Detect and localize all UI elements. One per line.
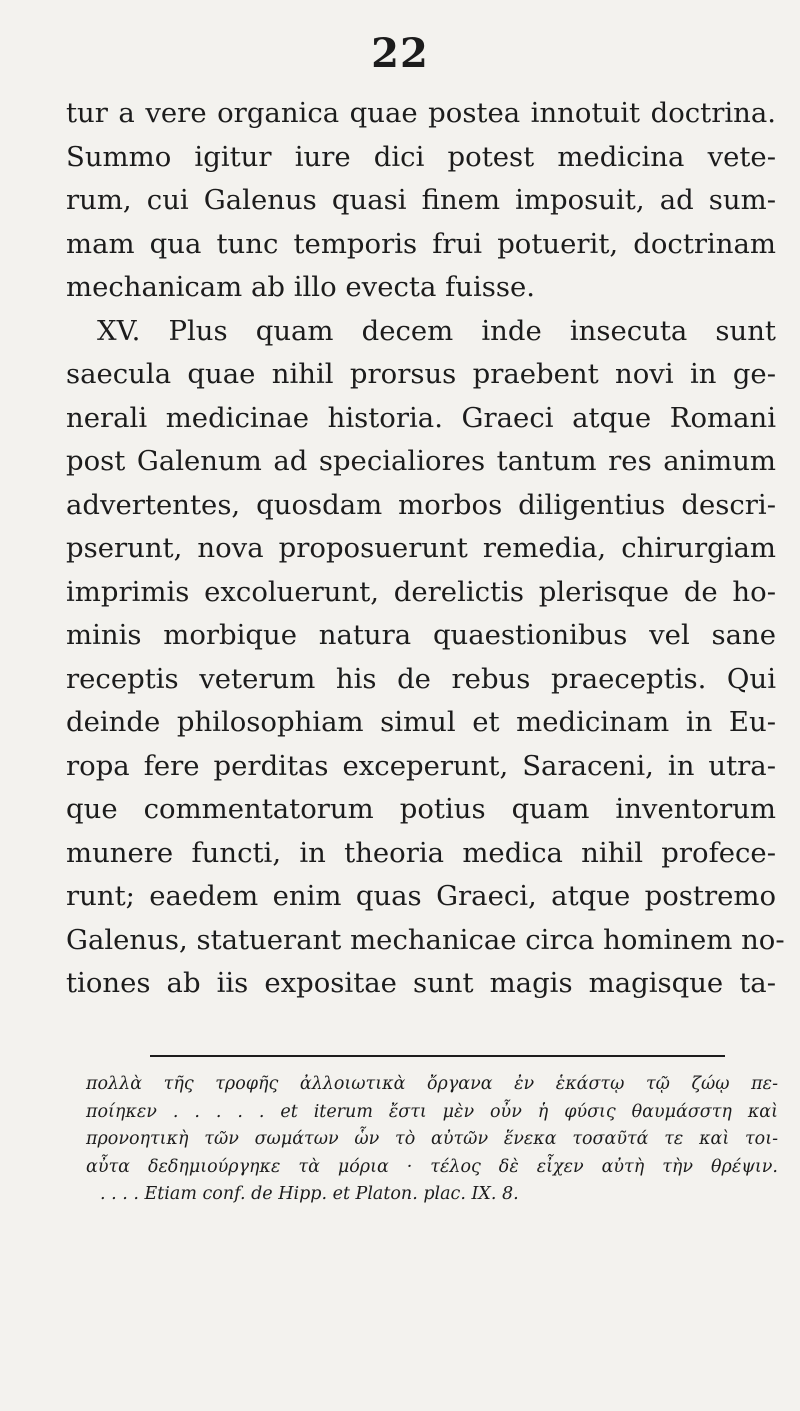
text-line: runt; eaedem enim quas Graeci, atque postremo: [66, 880, 776, 912]
text-line: post Galenum ad specialiores tantum res animum: [66, 445, 776, 477]
text-line: receptis veterum his de rebus praeceptis. Qui: [66, 662, 776, 695]
text-line: que commentatorum potius quam inventorum: [66, 793, 776, 825]
text-line: pserunt, nova proposuerunt remedia, chirurgiam: [66, 532, 776, 564]
text-line: advertentes, quosdam morbos diligentius descri-: [66, 488, 776, 521]
page-number: 22: [371, 30, 429, 77]
text-line: tiones ab iis expositae sunt magis magisque ta-: [66, 967, 776, 999]
text-line: tur a vere organica quae postea innotuit doctrina.: [66, 97, 776, 129]
footnote-line: προνοητικὴ τῶν σωμάτων ὧν τὸ αὐτῶν ἕνεκα τοσαῦτά τε καὶ τοι-: [86, 1129, 778, 1149]
text-line: nerali medicinae historia. Graeci atque Romani: [66, 401, 776, 434]
footnote-divider: [150, 1055, 725, 1057]
text-line: rum, cui Galenus quasi finem imposuit, ad sum-: [66, 184, 776, 216]
text-line: munere functi, in theoria medica nihil profece-: [66, 836, 776, 869]
text-line: mechanicam ab illo evecta fuisse.: [66, 271, 536, 303]
text-line: mam qua tunc temporis frui potuerit, doctrinam: [66, 227, 776, 260]
footnote-line: . . . . Etiam conf. de Hipp. et Platon. plac. IX. 8.: [100, 1184, 519, 1204]
footnote-line: αὖτα δεδημιούργηκε τὰ μόρια · τέλος δὲ εἶχεν αὐτὴ τὴν θρέψιν.: [86, 1156, 778, 1177]
main-text-block: [66, 92, 785, 1006]
text-line: Galenus, statuerant mechanicae circa hominem no-: [66, 923, 785, 956]
footnote-line: ποίηκεν . . . . . et iterum ἔστι μὲν οὖν ἡ φύσις θαυμάσστη καὶ: [86, 1101, 778, 1122]
text-line: deinde philosophiam simul et medicinam in Eu-: [66, 706, 776, 738]
section-heading-line: XV. Plus quam decem inde insecuta sunt: [97, 314, 776, 347]
footnote-line: πολλὰ τῆς τροφῆς ἀλλοιωτικὰ ὄργανα ἐν ἑκάστῳ τῷ ζώῳ πε-: [86, 1074, 778, 1094]
text-line: saecula quae nihil prorsus praebent novi in ge-: [66, 358, 776, 390]
text-line: imprimis excoluerunt, derelictis plerisque de ho-: [66, 575, 776, 608]
text-line: ropa fere perditas exceperunt, Saraceni, in utra-: [66, 749, 776, 782]
text-line: minis morbique natura quaestionibus vel sane: [66, 619, 776, 651]
text-line: Summo igitur iure dici potest medicina vete-: [66, 140, 776, 173]
footnote-block: [86, 1071, 778, 1209]
